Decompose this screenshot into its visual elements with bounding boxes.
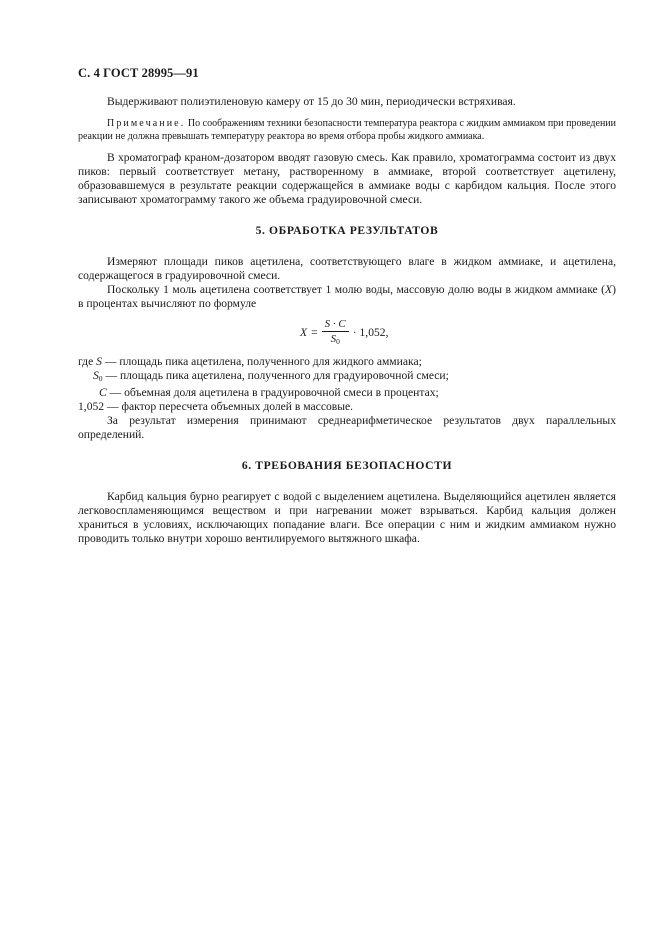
paragraph-measure-peaks: Измеряют площади пиков ацетилена, соответствующего влаге в жидком аммиаке, и ацетилена, содержащегося в градуировочной смеси. — [78, 255, 616, 282]
note-label: Примечание. — [107, 118, 186, 129]
formula-denominator — [331, 332, 340, 348]
formula-denominator-symbol: S — [330, 333, 337, 345]
definition-line — [78, 400, 616, 414]
section-6-heading: 6. ТРЕБОВАНИЯ БЕЗОПАСНОСТИ — [241, 459, 453, 472]
paragraph-safety: Карбид кальция бурно реагирует с водой с выделением ацетилена. Выделяющийся ацетилен является легковоспламеняющимся веществом и при нагревании может взрываться. Карбид кальция должен храниться в условиях, исключающих попадание влаги. Все операции с ним и жидким аммиаком нужно проводить только внутри хорошо вентилируемого вытяжного шкафа. — [78, 490, 616, 545]
paragraph-result: За результат измерения принимают среднеарифметическое результатов двух параллельных определений. — [78, 414, 616, 441]
definition-line — [78, 386, 616, 400]
definition-text: — площадь пика ацетилена, полученного для жидкого аммиака; — [101, 355, 422, 368]
definition-text: — объемная доля ацетилена в градуировочной смеси в процентах; — [106, 386, 439, 399]
formula-numerator: S · C — [322, 318, 349, 332]
formula-intro-b: ) в процентах вычисляют по формуле — [78, 283, 616, 310]
formula-lhs: X — [300, 326, 308, 339]
formula-denominator-sub: 0 — [336, 337, 340, 346]
definition-symbol: S — [96, 355, 102, 368]
formula-tail: · 1,052, — [352, 326, 389, 339]
section-5-heading: 5. ОБРАБОТКА РЕЗУЛЬТАТОВ — [255, 224, 439, 237]
formula-intro-var: X — [605, 283, 613, 296]
note — [78, 118, 616, 143]
paragraph-chromatograph: В хроматограф краном-дозатором вводят газовую смесь. Как правило, хроматограмма состоит из двух пиков: первый соответствует метану, растворенному в аммиаке, второй соответствует ацетилену, образовавшемуся в результате реакции содержащейся в аммиаке воды с карбидом кальция. После этого записывают хроматограмму такого же объема градуировочной смеси. — [78, 151, 616, 206]
definition-text: — площадь пика ацетилена, полученного для градуировочной смеси; — [102, 369, 449, 382]
definition-prefix: где — [78, 355, 97, 368]
paragraph-formula-intro — [78, 283, 616, 311]
formula-block — [78, 313, 616, 351]
formula-fraction — [322, 318, 349, 348]
definition-line — [78, 355, 616, 369]
definition-symbol: C — [99, 386, 107, 399]
definition-line — [78, 369, 616, 386]
definition-symbol: S — [93, 369, 99, 382]
definition-symbol: 1,052 — [78, 400, 105, 413]
formula-equals: = — [311, 326, 318, 339]
page-content — [78, 95, 616, 546]
page-header: С. 4 ГОСТ 28995—91 — [78, 66, 199, 80]
formula — [300, 318, 388, 348]
paragraph-exposure: Выдерживают полиэтиленовую камеру от 15 до 30 мин, периодически встряхивая. — [107, 95, 516, 108]
formula-intro-a: Поскольку 1 моль ацетилена соответствует 1 молю воды, массовую долю воды в жидком аммиаке ( — [107, 283, 606, 296]
note-text: По соображениям техники безопасности температура реактора с жидким аммиаком при проведении реакции не должна превышать температуру реактора во время отбора пробы жидкого аммиака. — [78, 118, 616, 142]
definition-subscript: 0 — [98, 374, 103, 383]
definition-text: — фактор пересчета объемных долей в массовые. — [104, 400, 354, 413]
variable-definitions — [78, 355, 616, 414]
